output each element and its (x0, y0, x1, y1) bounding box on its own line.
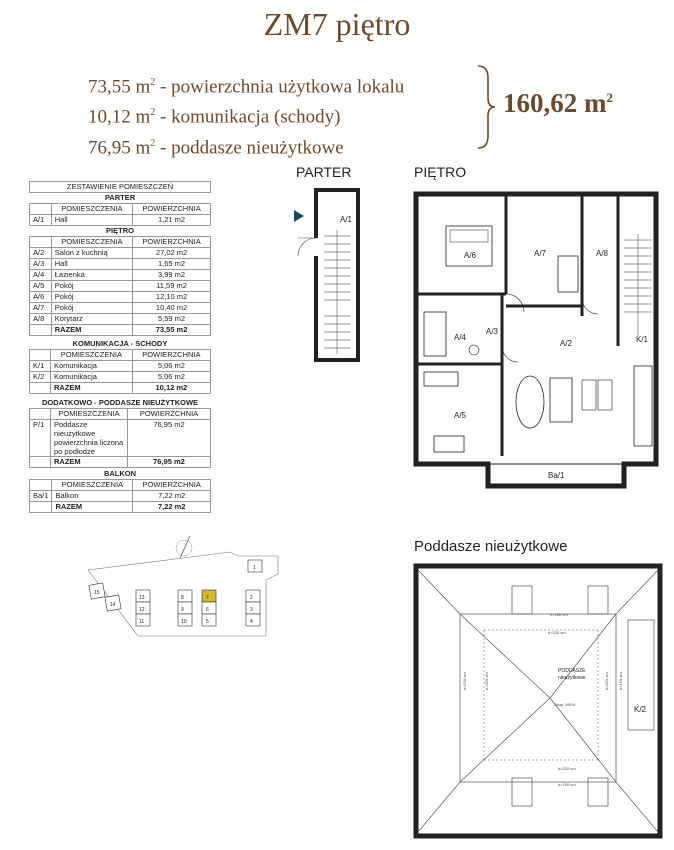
table-row: A/1 Hall 1,21 m2 (30, 215, 211, 226)
col-header: POWIERZCHNIA (133, 237, 211, 248)
area-line: 10,12 $m^2$ - komunikacja (schody) (88, 106, 341, 128)
room-label-a3: A/3 (486, 327, 499, 336)
room-label-a4: A/4 (454, 333, 467, 342)
svg-text:10: 10 (181, 619, 187, 625)
section-heading: KOMUNIKACJA - SCHODY (72, 339, 168, 348)
svg-text:5: 5 (206, 619, 209, 625)
col-header: POWIERZCHNIA (133, 204, 211, 215)
svg-text:2: 2 (250, 595, 253, 601)
parter-floorplan (280, 186, 370, 366)
table-row: K/2 Komunikacja 5,06 m2 (30, 372, 211, 383)
section-heading: BALKON (103, 469, 137, 478)
section-heading: DODATKOWO - PODDASZE NIEUŻYTKOWE (41, 398, 199, 407)
svg-text:3: 3 (250, 607, 253, 613)
table-sum-row: RAZEM 7,22 m2 (30, 502, 211, 513)
col-header: POWIERZCHNIA (133, 480, 211, 491)
area-line: 76,95 $m^2$ - poddasze nieużytkowe (88, 136, 344, 158)
col-header: POMIESZCZENIA (52, 480, 133, 491)
room-label-a5: A/5 (454, 411, 467, 420)
svg-text:15: 15 (94, 590, 100, 596)
table-row: Ba/1 Balkon 7,22 m2 (30, 491, 211, 502)
svg-text:h=150 cm: h=150 cm (618, 672, 623, 690)
section-heading: PARTER (104, 193, 136, 202)
area-summary (88, 70, 404, 161)
room-table-balkon (29, 469, 211, 513)
table-row: A/8 Korytarz 5,59 m2 (30, 314, 211, 325)
table-row: A/3 Hall 1,65 m2 (30, 259, 211, 270)
svg-text:13: 13 (139, 595, 145, 601)
svg-text:4: 4 (250, 619, 253, 625)
total-area: 160,62 $m^2$ (503, 88, 613, 118)
room-label-a8: A/8 (596, 249, 609, 258)
room-label-a7: A/7 (534, 249, 547, 258)
svg-text:h=220 cm: h=220 cm (604, 672, 609, 690)
room-label-k2: K/2 (634, 705, 647, 714)
svg-text:h=150 cm: h=150 cm (462, 672, 467, 690)
area-line: 73,55 $m^2$ - powierzchnia użytkowa lokalu (88, 76, 405, 98)
svg-text:14: 14 (110, 602, 116, 608)
table-row: P/1 Poddasze nieużytkowe powierzchnia liczona po podłodze 76,95 m2 (30, 420, 211, 457)
table-row: A/4 Łazienka 3,99 m2 (30, 270, 211, 281)
table-sum-row: RAZEM 73,55 m2 (30, 325, 211, 336)
svg-text:12: 12 (139, 607, 145, 613)
svg-text:Skup. 59/14: Skup. 59/14 (554, 702, 576, 707)
pietro-floorplan (402, 186, 664, 504)
entrance-arrow-icon (294, 210, 304, 222)
attic-floorplan (408, 560, 664, 842)
svg-text:6: 6 (206, 607, 209, 613)
col-header: POMIESZCZENIA (51, 350, 133, 361)
table-sum-row: RAZEM 76,95 m2 (30, 457, 211, 468)
section-heading: PIĘTRO (106, 226, 134, 235)
table-row: K/1 Komunikacja 5,06 m2 (30, 361, 211, 372)
svg-text:h=220 cm: h=220 cm (548, 630, 566, 635)
svg-text:h=150 cm: h=150 cm (550, 612, 568, 617)
pietro-label: PIĘTRO (414, 164, 467, 180)
room-label-ba1: Ba/1 (548, 471, 565, 480)
svg-text:h=220 cm: h=220 cm (558, 766, 576, 771)
table-row: A/7 Pokój 10,40 m2 (30, 303, 211, 314)
brace-icon (476, 64, 496, 150)
poddasze-label: Poddasze nieużytkowe (414, 538, 568, 555)
svg-text:8: 8 (181, 595, 184, 601)
highlighted-unit (202, 590, 216, 602)
svg-text:11: 11 (139, 619, 145, 625)
svg-text:9: 9 (181, 607, 184, 613)
col-header: POMIESZCZENIA (51, 237, 132, 248)
page-title: ZM7 piętro (263, 6, 411, 42)
room-table-pietro (29, 181, 211, 336)
room-table-komunikacja (29, 339, 211, 394)
compass-icon (176, 536, 192, 558)
table-sum-row: RAZEM 10,12 m2 (30, 383, 211, 394)
table-title: ZESTAWIENIE POMIESZCZEŃ (30, 182, 211, 193)
room-label-a2: A/2 (560, 339, 573, 348)
col-header: POMIESZCZENIA (51, 409, 128, 420)
room-table-dodatkowo (29, 398, 211, 468)
col-header: POWIERZCHNIA (132, 350, 210, 361)
table-row: A/6 Pokój 12,10 m2 (30, 292, 211, 303)
table-row: A/5 Pokój 11,59 m2 (30, 281, 211, 292)
attic-label: PODDASZE (558, 668, 586, 674)
parter-label: PARTER (296, 164, 352, 180)
table-row: A/2 Salon z kuchnią 27,02 m2 (30, 248, 211, 259)
room-label-a6: A/6 (464, 251, 477, 260)
col-header: POWIERZCHNIA (128, 409, 211, 420)
room-label-a1: A/1 (340, 215, 353, 224)
svg-text:7: 7 (206, 595, 209, 601)
svg-text:h=150 cm: h=150 cm (558, 782, 576, 787)
svg-text:h=220 cm: h=220 cm (484, 672, 489, 690)
col-header: POMIESZCZENIA (51, 204, 132, 215)
room-label-k1: K/1 (636, 335, 649, 344)
attic-sublabel: nieużytkowe (558, 675, 586, 681)
site-plan (80, 528, 290, 638)
svg-text:1: 1 (253, 565, 256, 571)
